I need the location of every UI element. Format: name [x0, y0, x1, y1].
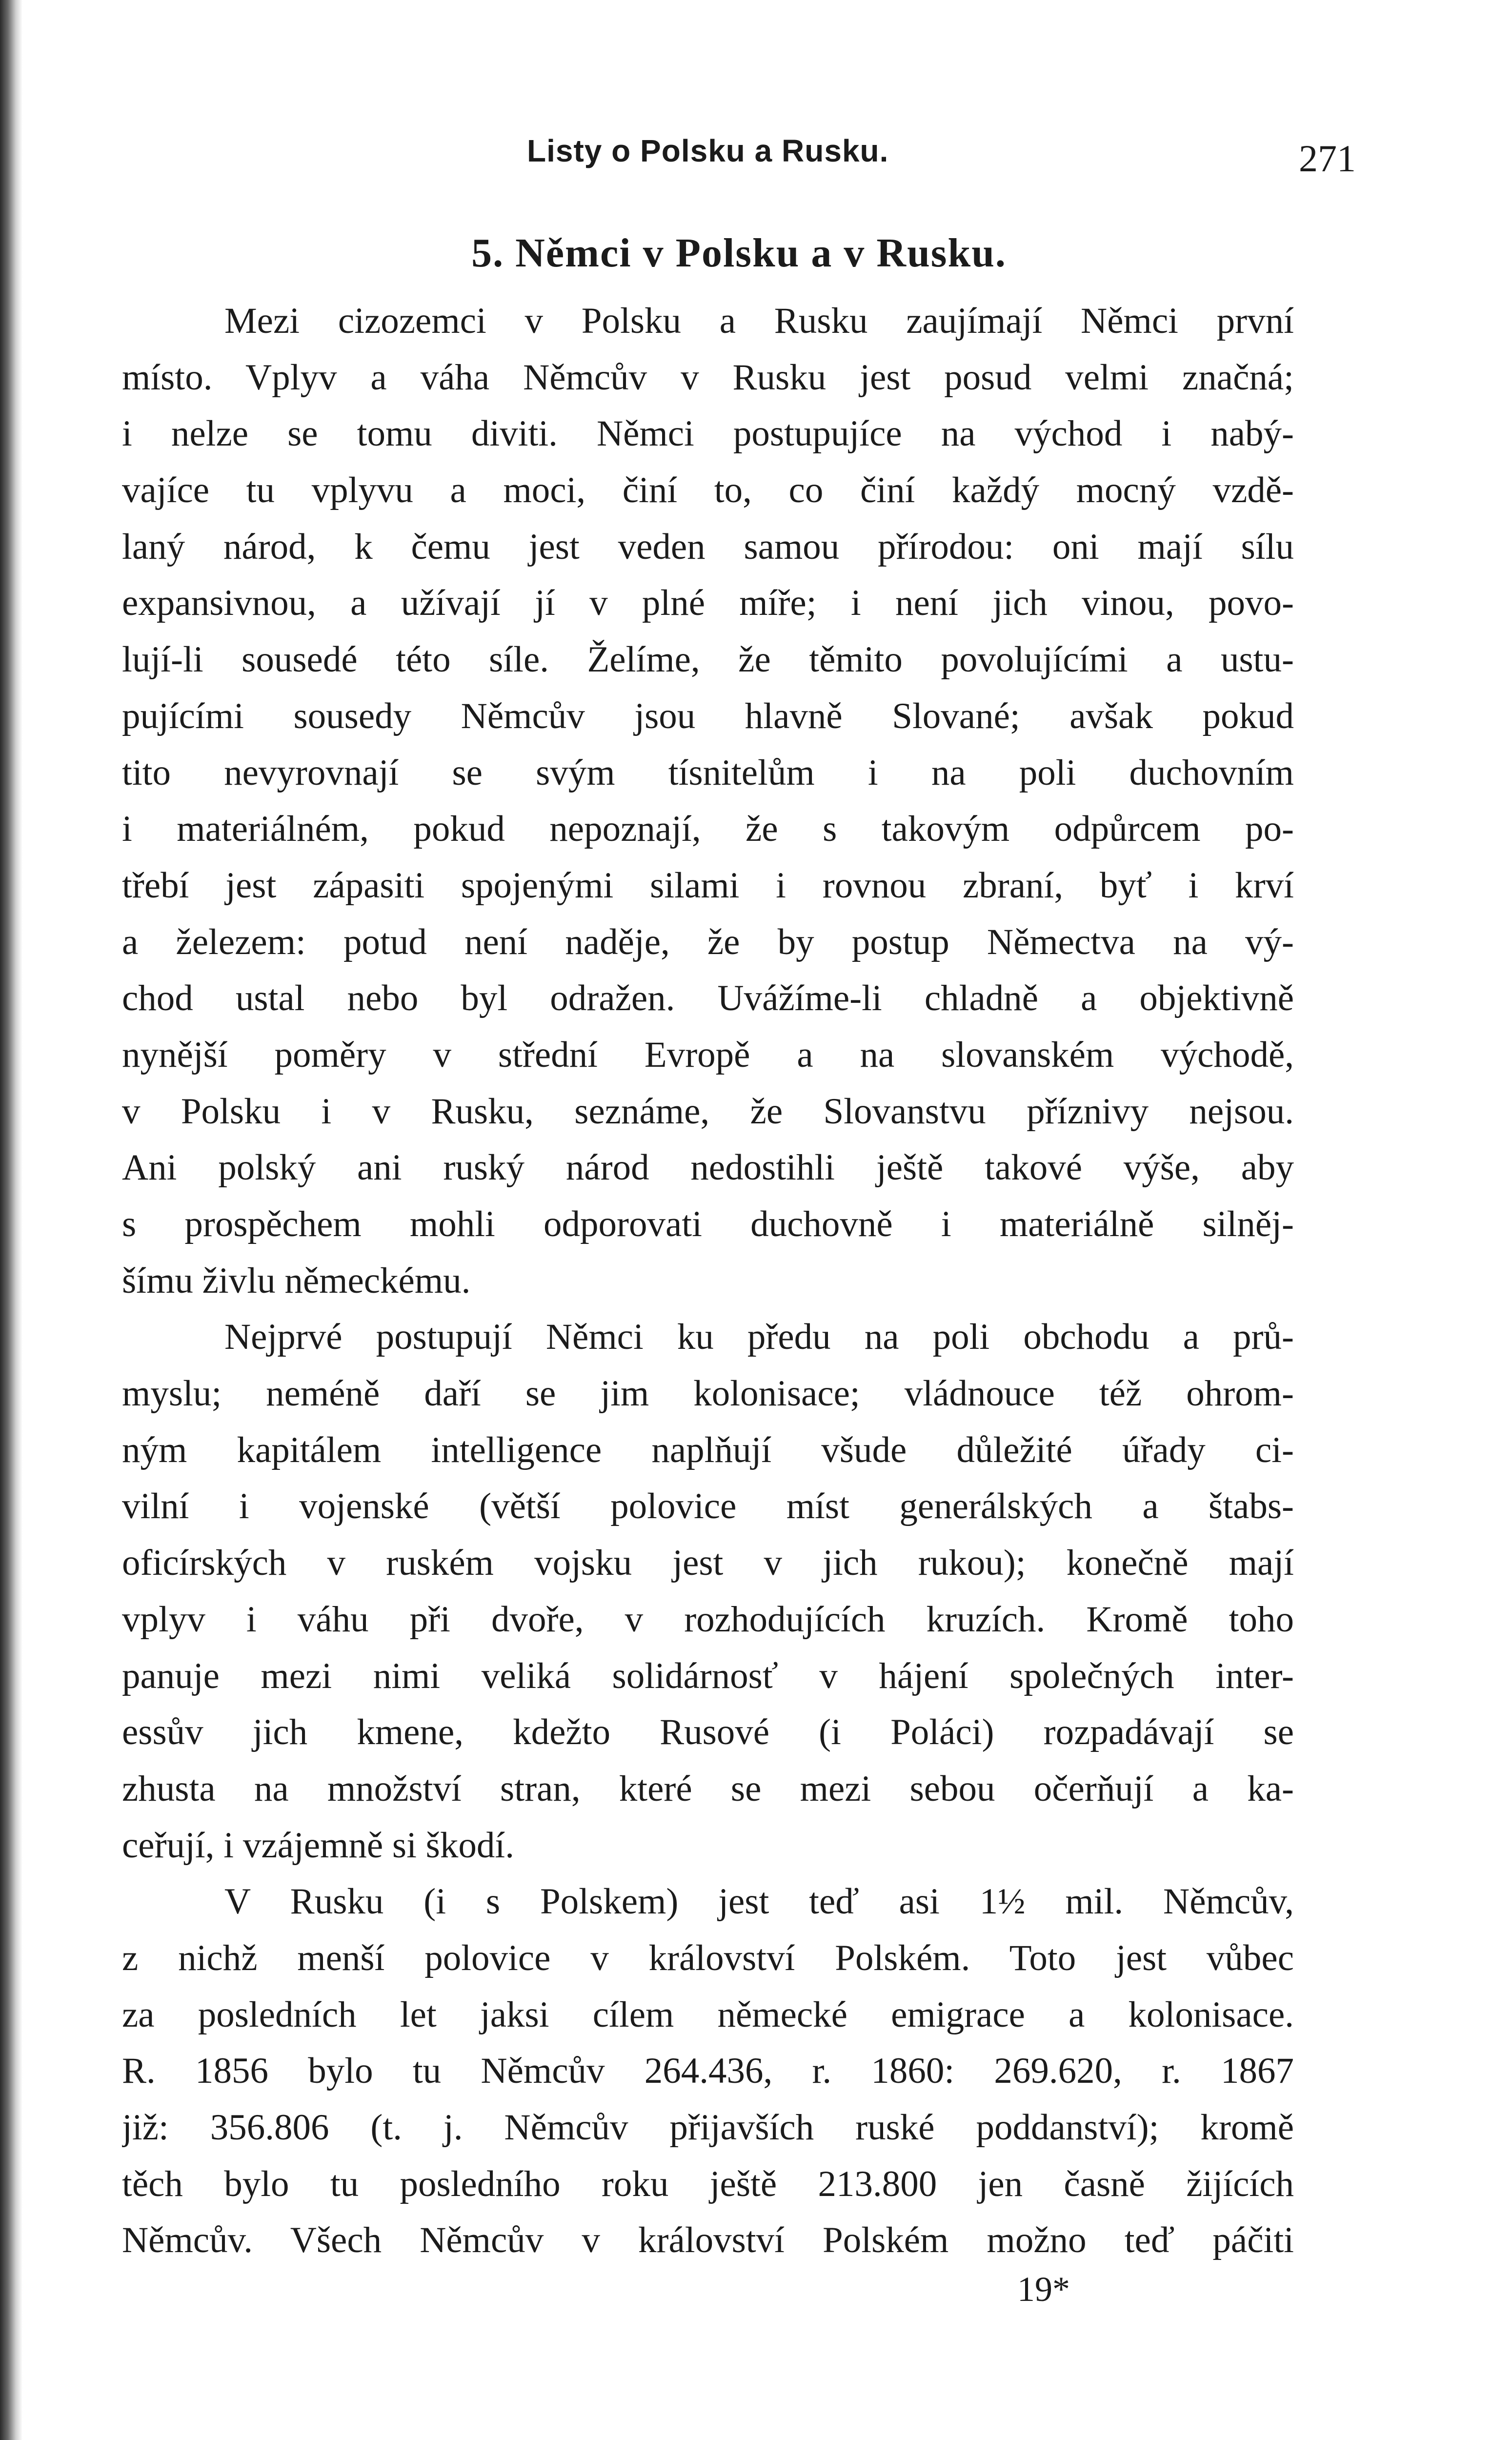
- text-line: a železem: potud není naděje, že by postup Němectva na vý-: [122, 921, 1294, 962]
- text-line: i materiálném, pokud nepoznají, že s takovým odpůrcem po-: [122, 809, 1294, 850]
- text-line: i nelze se tomu diviti. Němci postupujíce na východ i nabý-: [122, 413, 1294, 454]
- text-line: ným kapitálem intelligence naplňují všude důležité úřady ci-: [122, 1429, 1294, 1470]
- text-line: místo. Vplyv a váha Němcův v Rusku jest posud velmi značná;: [122, 357, 1294, 398]
- text-line: Němcův. Všech Němcův v království Polském možno teď páčiti: [122, 2220, 1294, 2261]
- page-binding-edge: [0, 0, 22, 2440]
- page-header: [122, 122, 1356, 180]
- text-line: vplyv i váhu při dvoře, v rozhodujících kruzích. Kromě toho: [122, 1599, 1294, 1640]
- text-line: lují-li sousedé této síle. Želíme, že těmito povolujícími a ustu-: [122, 639, 1294, 680]
- text-line: R. 1856 bylo tu Němcův 264.436, r. 1860: 269.620, r. 1867: [122, 2051, 1294, 2092]
- text-line: nynější poměry v střední Evropě a na slovanském východě,: [122, 1034, 1294, 1075]
- text-line: vilní i vojenské (větší polovice míst generálských a štabs-: [122, 1486, 1294, 1527]
- page-number: 271: [1299, 137, 1356, 180]
- text-line: Mezi cizozemci v Polsku a Rusku zaujímají Němci první: [224, 301, 1294, 341]
- text-line: Nejprvé postupují Němci ku předu na poli obchodu a prů-: [224, 1317, 1294, 1358]
- text-line: ceřují, i vzájemně si škodí.: [122, 1825, 514, 1866]
- text-line: třebí jest zápasiti spojenými silami i rovnou zbraní, byť i krví: [122, 865, 1294, 906]
- body-text: [122, 293, 1294, 2269]
- text-line: těch bylo tu posledního roku ještě 213.800 jen časně žijících: [122, 2163, 1294, 2204]
- text-line: za posledních let jaksi cílem německé emigrace a kolonisace.: [122, 1994, 1294, 2035]
- text-line: v Polsku i v Rusku, seznáme, že Slovanstvu příznivy nejsou.: [122, 1091, 1294, 1132]
- text-line: tito nevyrovnají se svým tísnitelům i na poli duchovním: [122, 752, 1294, 793]
- text-line: Ani polský ani ruský národ nedostihli ještě takové výše, aby: [122, 1147, 1294, 1188]
- text-line: s prospěchem mohli odporovati duchovně i materiálně silněj-: [122, 1204, 1294, 1244]
- text-line: z nichž menší polovice v království Polském. Toto jest vůbec: [122, 1937, 1294, 1978]
- text-line: V Rusku (i s Polskem) jest teď asi 1½ mil. Němcův,: [224, 1881, 1294, 1922]
- section-title: 5. Němci v Polsku a v Rusku.: [471, 230, 1007, 276]
- text-line: expansivnou, a užívají jí v plné míře; i není jich vinou, povo-: [122, 583, 1294, 624]
- text-line: panuje mezi nimi veliká solidárnosť v hájení společných inter-: [122, 1655, 1294, 1696]
- signature-mark: 19*: [1017, 2270, 1070, 2309]
- text-line: laný národ, k čemu jest veden samou přírodou: oni mají sílu: [122, 526, 1294, 567]
- text-line: essův jich kmene, kdežto Rusové (i Poláci) rozpadávají se: [122, 1712, 1294, 1753]
- text-line: chod ustal nebo byl odražen. Uvážíme-li chladně a objektivně: [122, 978, 1294, 1019]
- text-line: již: 356.806 (t. j. Němcův přijavších ruské poddanství); kromě: [122, 2107, 1294, 2148]
- text-line: zhusta na množství stran, které se mezi sebou očerňují a ka-: [122, 1768, 1294, 1809]
- text-line: pujícími sousedy Němcův jsou hlavně Slované; avšak pokud: [122, 695, 1294, 736]
- text-line: vajíce tu vplyvu a moci, činí to, co činí každý mocný vzdě-: [122, 470, 1294, 511]
- text-line: oficírských v ruském vojsku jest v jich rukou); konečně mají: [122, 1543, 1294, 1584]
- running-title: Listy o Polsku a Rusku.: [527, 133, 889, 168]
- text-line: šímu živlu německému.: [122, 1260, 471, 1301]
- text-line: myslu; neméně daří se jim kolonisace; vládnouce též ohrom-: [122, 1373, 1294, 1414]
